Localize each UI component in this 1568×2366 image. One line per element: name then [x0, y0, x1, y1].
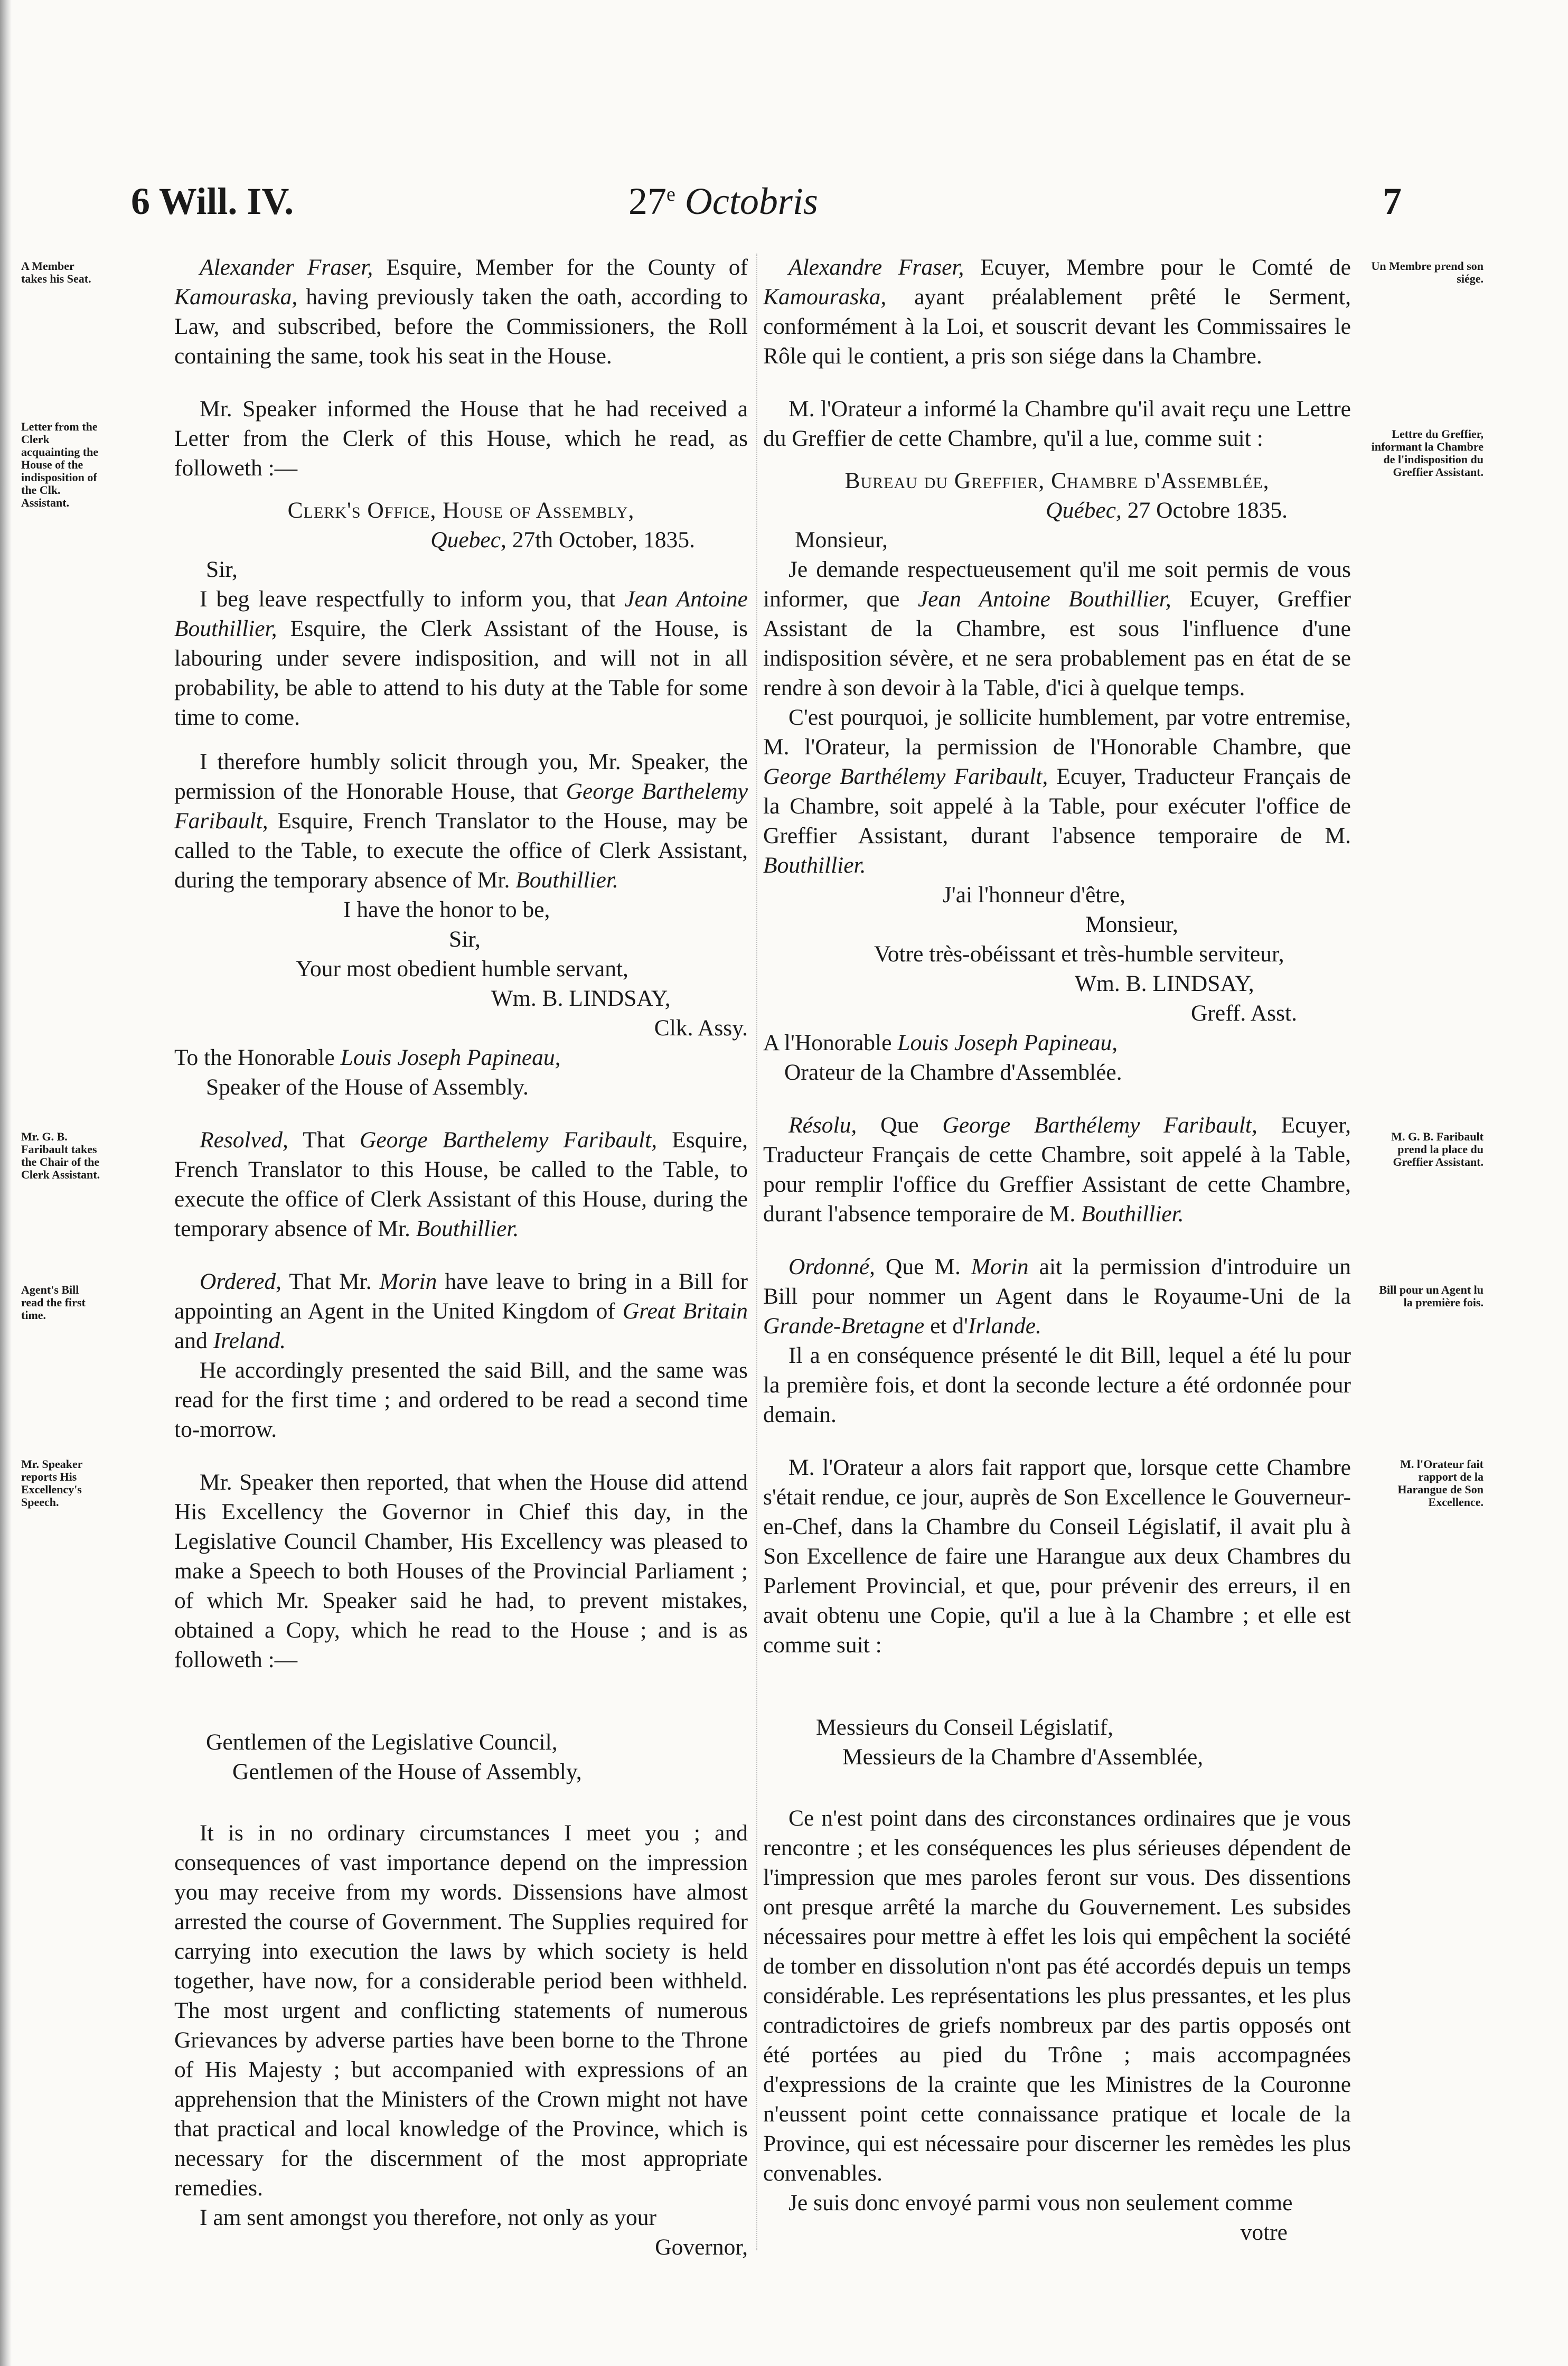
orateur-lettre-intro: M. l'Orateur a informé la Chambre qu'il avait reçu une Lettre du Greffier de cette Chambre, qu'il a lue, comme suit : — [763, 396, 1351, 451]
column-divider — [756, 254, 757, 2250]
harangue-paragraphe-1: Ce n'est point dans des circonstances ordinaires que je vous rencontre ; et les conséquences les plus sérieuses dépendent de l'impression que mes paroles feront sur vous. Des dissentions ont presque arrêté la marche du Gouvernement. Les subsides nécessaires pour mettre à effet les lois qui empêchent la société de tomber en dissolution n'ont pas été accordés depuis un temps considérable. Les représentations les plus pressantes, et les plus contradictoires de griefs nombreux par des partis opposés ont été portées au pied du Trône ; mais accompagnées d'expressions de la crainte que les Ministres de la Couronne n'eussent point cette connaissance pratique et locale de la Province, qui est nécessaire pour discerner les remèdes les plus convenables. — [763, 1806, 1351, 2186]
speech-paragraph-1: It is in no ordinary circumstances I meet you ; and consequences of vast importance depend on the impression you may receive from my words. Dissensions have almost arrested the course of Government. The Supplies required for carrying into execution the laws by which society is held together, have now, for a considerable period been withheld. The most urgent and conflicting statements of numerous Grievances by adverse parties have been borne to the Throne of His Majesty ; but accompanied with expressions of an apprehension that the Ministers of the Crown might not have that practical and local knowledge of the Province, which is necessary for the discernment of the most appropriate remedies. — [174, 1820, 748, 2201]
margin-note-speech-fr: M. l'Orateur fait rapport de la Harangue de Son Excellence. — [1397, 1457, 1484, 1509]
page-edge — [0, 0, 12, 2366]
header-date — [628, 180, 818, 223]
letter-signature-title: Clk. Assy. — [654, 1015, 748, 1041]
margin-note-speech: Mr. Speaker reports His Excellency's Speech. — [21, 1457, 83, 1509]
lettre-adresse-1: A l'Honorable Louis Joseph Papineau, — [763, 1030, 1118, 1055]
header-day: 27 — [628, 180, 666, 222]
margin-note-agent-bill-fr: Bill pour un Agent lu la première fois. — [1379, 1283, 1484, 1309]
lettre-paragraphe-1: Je demande respectueusement qu'il me soit permis de vous informer, que Jean Antoine Bouthillier, Ecuyer, Greffier Assistant de la Chambre, est sous l'influence d'une indisposition sévère, et ne sera probablement pas en état de se rendre à son devoir à la Table, d'ici à quelque temps. — [763, 557, 1351, 700]
letter-paragraph-1: I beg leave respectfully to inform you, that Jean Antoine Bouthillier, Esquire, the Clerk Assistant of the House, is labouring under severe indisposition, and will not in all probability, be able to attend to his duty at the Table for some time to come. — [174, 586, 748, 730]
speech-greeting-1: Gentlemen of the Legislative Council, — [206, 1729, 558, 1755]
lettre-adresse-2: Orateur de la Chambre d'Assemblée. — [784, 1060, 1122, 1085]
speech-report-paragraph: Mr. Speaker then reported, that when the House did attend His Excellency the Governor in Chief this day, in the Legislative Council Chamber, His Excellency was pleased to make a Speech to both Houses of the Provincial Parliament ; of which Mr. Speaker said he had, to prevent mistakes, obtained a Copy, which he read to the House ; and is as followeth :— — [174, 1470, 748, 1672]
speech-greeting-2: Gentlemen of the House of Assembly, — [232, 1759, 582, 1784]
resolution-paragraphe: Résolu, Que George Barthélemy Faribault, Ecuyer, Traducteur Français de cette Chambre, soit appelé à la Table, pour remplir l'office du Greffier Assistant de cette Chambre, durant l'absence temporaire de M. Bouthillier. — [763, 1112, 1351, 1227]
running-header — [0, 180, 1568, 243]
header-month: Octobris — [684, 180, 818, 222]
speech-paragraph-2: I am sent amongst you therefore, not only as your — [200, 2205, 656, 2230]
letter-address-2: Speaker of the House of Assembly. — [206, 1074, 529, 1100]
letter-salutation: Sir, — [206, 557, 238, 582]
bill-paragraphe: Il a en conséquence présenté le dit Bill, lequel a été lu pour la première fois, et dont la seconde lecture a été ordonnée pour demain. — [763, 1343, 1351, 1427]
resolution-paragraph: Resolved, That George Barthelemy Faribault, Esquire, French Translator to this House, be called to the Table, to execute the office of Clerk Assistant of this House, during the temporary absence of Mr. Bouthillier. — [174, 1127, 748, 1241]
lettre-salutation: Monsieur, — [795, 527, 888, 553]
harangue-salut-2: Messieurs de la Chambre d'Assemblée, — [842, 1744, 1204, 1770]
letter-heading: Clerk's Office, House of Assembly, — [287, 498, 635, 523]
order-paragraph: Ordered, That Mr. Morin have leave to bring in a Bill for appointing an Agent in the United Kingdom of Great Britain and Ireland. — [174, 1269, 748, 1353]
lettre-cloture-2: Monsieur, — [1085, 912, 1178, 937]
letter-closing-1: I have the honor to be, — [343, 897, 550, 922]
margin-note-member-seat: A Member takes his Seat. — [21, 259, 91, 285]
lettre-cloture-1: J'ai l'honneur d'être, — [943, 882, 1126, 908]
header-day-sup: e — [666, 183, 675, 205]
lettre-entete: Bureau du Greffier, Chambre d'Assemblée, — [844, 468, 1270, 493]
letter-address-1: To the Honorable Louis Joseph Papineau, — [174, 1045, 561, 1070]
letter-signature: Wm. B. LINDSAY, — [491, 986, 671, 1011]
letter-closing-2: Sir, — [449, 927, 481, 952]
letter-paragraph-2: I therefore humbly solicit through you, Mr. Speaker, the permission of the Honorable House, that George Barthelemy Faribault, Esquire, French Translator to the House, may be called to the Table, to execute the office of Clerk Assistant, during the temporary absence of Mr. Bouthillier. — [174, 749, 748, 893]
french-column — [763, 253, 1351, 2247]
margin-note-faribault-fr: M. G. B. Faribault prend la place du Greffier Assistant. — [1391, 1130, 1484, 1168]
lettre-signature: Wm. B. LINDSAY, — [1075, 971, 1254, 996]
lettre-cloture-3: Votre très-obéissant et très-humble serviteur, — [874, 941, 1284, 967]
margin-note-member-seat-fr: Un Membre prend son siége. — [1371, 259, 1484, 285]
harangue-reclame: votre — [1240, 2220, 1288, 2245]
membre-paragraphe: Alexandre Fraser, Ecuyer, Membre pour le Comté de Kamouraska, ayant préalablement prêté le Serment, conformément à la Loi, et souscrit devant les Commissaires le Rôle qui le contient, a pris son siége dans la Chambre. — [763, 255, 1351, 369]
margin-note-agent-bill: Agent's Bill read the first time. — [21, 1283, 86, 1322]
speech-catchword: Governor, — [655, 2234, 748, 2260]
speaker-letter-intro: Mr. Speaker informed the House that he had received a Letter from the Clerk of this House, which he read, as followeth :— — [174, 396, 748, 481]
harangue-rapport-paragraphe: M. l'Orateur a alors fait rapport que, lorsque cette Chambre s'était rendue, ce jour, auprès de Son Excellence le Gouverneur-en-Chef, dans la Chambre du Conseil Législatif, il avait plu à Son Excellence de faire une Harangue aux deux Chambres du Parlement Provincial, et que, pour prévenir des erreurs, il en avait obtenu une Copie, qu'il a lue à la Chambre ; et elle est comme suit : — [763, 1455, 1351, 1658]
lettre-paragraphe-2: C'est pourquoi, je sollicite humblement, par votre entremise, M. l'Orateur, la permission de l'Honorable Chambre, que George Barthélemy Faribault, Ecuyer, Traducteur Français de la Chambre, soit appelé à la Table, pour exécuter l'office de Greffier Assistant, durant l'absence temporaire de M. Bouthillier. — [763, 705, 1351, 878]
lettre-signature-titre: Greff. Asst. — [1191, 1000, 1297, 1026]
ordre-paragraphe: Ordonné, Que M. Morin ait la permission d'introduire un Bill pour nommer un Agent dans le Royaume-Uni de la Grande-Bretagne et d'Irlande. — [763, 1254, 1351, 1339]
harangue-salut-1: Messieurs du Conseil Législatif, — [816, 1715, 1114, 1740]
lettre-date: Québec, 27 Octobre 1835. — [1046, 498, 1288, 523]
regnal-year: 6 Will. IV. — [131, 180, 294, 222]
margin-note-faribault: Mr. G. B. Faribault takes the Chair of the Clerk Assistant. — [21, 1130, 100, 1181]
letter-closing-3: Your most obedient humble servant, — [296, 956, 628, 981]
letter-dateline: Quebec, 27th October, 1835. — [430, 527, 695, 553]
page-number: 7 — [1383, 180, 1402, 222]
english-column — [174, 253, 748, 2262]
bill-paragraph: He accordingly presented the said Bill, and the same was read for the first time ; and ordered to be read a second time to-morrow. — [174, 1358, 748, 1442]
harangue-paragraphe-2: Je suis donc envoyé parmi vous non seulement comme — [788, 2190, 1293, 2215]
margin-note-letter-fr: Lettre du Greffier, informant la Chambre de l'indisposition du Greffier Assistant. — [1371, 427, 1484, 479]
member-paragraph: Alexander Fraser, Esquire, Member for the County of Kamouraska, having previously taken the oath, according to Law, and subscribed, before the Commissioners, the Roll containing the same, took his seat in the House. — [174, 255, 748, 369]
margin-note-letter: Letter from the Clerk acquainting the House of the indisposition of the Clk. Assistant. — [21, 420, 99, 509]
